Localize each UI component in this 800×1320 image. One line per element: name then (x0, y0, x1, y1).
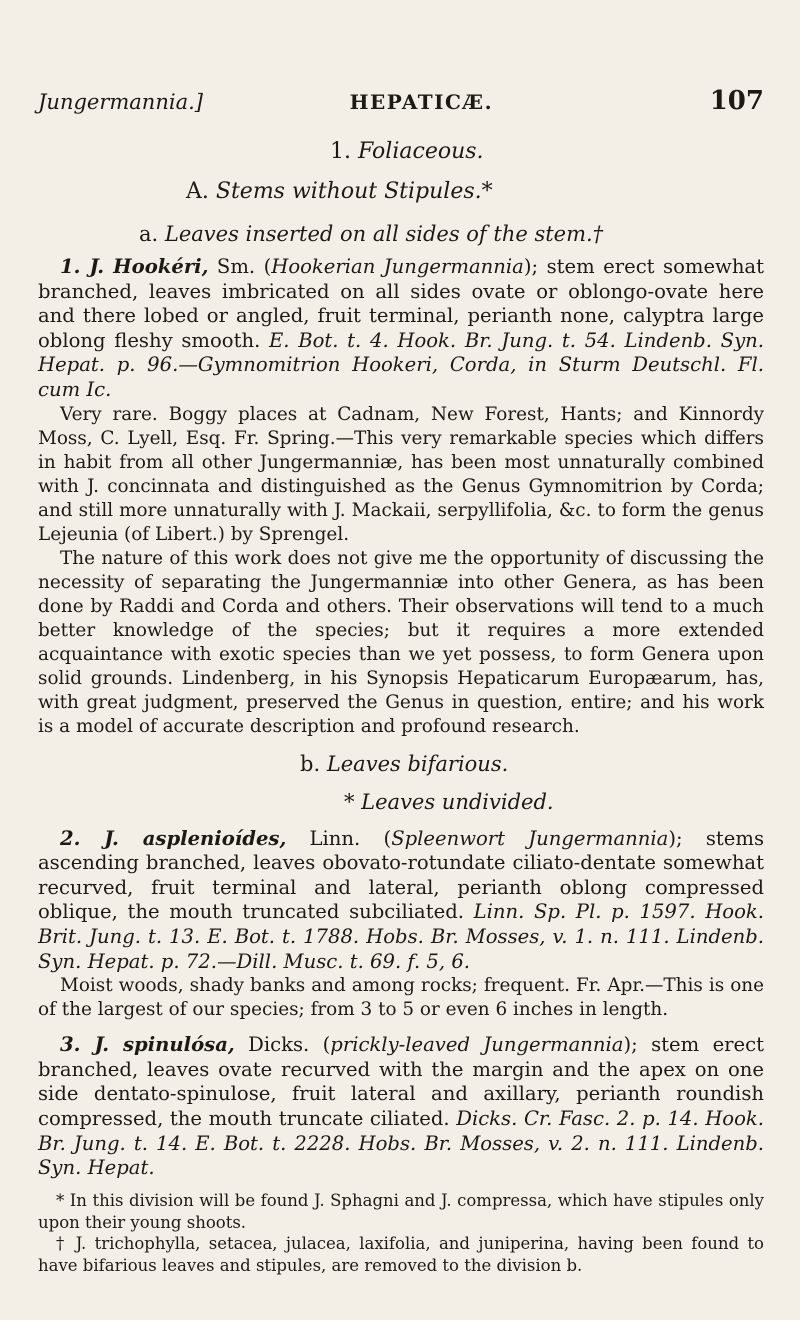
species-authority: Linn. ( (286, 826, 392, 850)
heading-num: a. (139, 222, 159, 246)
paragraph-habitat-asplenioides: Moist woods, shady banks and among rocks; frequent. Fr. Apr.—This is one of the largest of our species; from 3 to 5 or even 6 inches in length. (38, 975, 764, 1021)
species-authority: Dicks. ( (234, 1033, 331, 1057)
page-number: 107 (709, 86, 764, 116)
heading-num: A. (186, 179, 209, 204)
species-references: E. Bot. t. 4. Hook. Br. Jung. t. 54. Lindenb. Syn. Hepat. p. 96.—Gymnomitrion Hookeri, Corda, in Sturm Deutschl. Fl. cum Ic. (38, 328, 764, 401)
species-entry-spinulosa (38, 1033, 764, 1181)
species-description: ); stems ascending branched, leaves obovato-rotundate ciliato-dentate somewhat recurved, fruit terminal and lateral, perianth oblong compressed oblique, the mouth truncated subciliated. (38, 826, 765, 924)
heading-text: Leaves inserted on all sides of the stem.† (164, 222, 604, 246)
heading-foliaceous (38, 137, 764, 167)
heading-num: b. (300, 751, 321, 776)
heading-leaves-all-sides (38, 219, 764, 249)
species-references: Linn. Sp. Pl. p. 1597. Hook. Brit. Jung. t. 13. E. Bot. t. 1788. Hobs. Br. Mosses, v. 1. n. 111. Lindenb. Syn. Hepat. p. 72.—Dill. Musc. t. 69. f. 5, 6. (38, 900, 764, 973)
page-body (38, 137, 764, 1181)
species-common-name: Spleenwort Jungermannia (391, 826, 669, 850)
heading-stems-without-stipules (38, 177, 764, 207)
footnote-stipules: * In this division will be found J. Sphagni and J. compressa, which have stipules only upon their young shoots. (38, 1191, 764, 1232)
footnote-bifarious: † J. trichophylla, setacea, julacea, laxifolia, and juniperina, having been found to have bifarious leaves and stipules, are removed to the division b. (38, 1234, 764, 1275)
species-entry-asplenioides (38, 827, 764, 975)
heading-num: 1. (330, 139, 351, 164)
heading-text: Stems without Stipules.* (215, 179, 493, 204)
heading-leaves-bifarious (38, 749, 764, 779)
species-name: 2. J. asplenioídes, (60, 826, 287, 850)
species-entry-hookeri (38, 255, 764, 403)
species-authority: Sm. ( (208, 255, 272, 278)
header-genus: Jungermannia.] (38, 90, 203, 114)
paragraph-genera-discussion: The nature of this work does not give me the opportunity of discussing the necessity of separating the Jungermanniæ into other Genera, as has been done by Raddi and Corda and others. Their observations will tend to a much better knowledge of the species; but it requires a more extended acquaintance with exotic species than we yet possess, to form Genera upon solid grounds. Lindenberg, in his Synopsis Hepaticarum Europæarum, has, with great judgment, preserved the Genus in question, entire; and his work is a model of accurate description and profound research. (38, 547, 764, 737)
species-name: 3. J. spinulósa, (60, 1033, 235, 1057)
heading-leaves-undivided: * Leaves undivided. (344, 789, 554, 814)
heading-text: Leaves bifarious. (326, 751, 509, 776)
species-common-name: prickly-leaved Jungermannia (330, 1033, 624, 1057)
footnotes (38, 1190, 764, 1276)
species-common-name: Hookerian Jungermannia (271, 255, 524, 278)
running-header (38, 86, 764, 116)
heading-text: Foliaceous. (358, 139, 484, 164)
species-description: ); stem erect somewhat branched, leaves imbricated on all sides ovate or oblongo-ovate here and there lobed or angled, fruit terminal, perianth none, calyptra large oblong fleshy smooth. (38, 255, 764, 352)
species-references: Dicks. Cr. Fasc. 2. p. 14. Hook. Br. Jung. t. 14. E. Bot. t. 2228. Hobs. Br. Mosses, v. 2. n. 111. Lindenb. Syn. Hepat. (38, 1106, 764, 1180)
species-name: 1. J. Hookéri, (60, 255, 209, 278)
paragraph-habitat-hookeri: Very rare. Boggy places at Cadnam, New Forest, Hants; and Kinnordy Moss, C. Lyell, Esq. Fr. Spring.—This very remarkable species which differs in habit from all other Jungermanniæ, has been most unnaturally combined with J. concinnata and distinguished as the Genus Gymnomitrion by Corda; and still more unnaturally with J. Mackaii, serpyllifolia, &c. to form the genus Lejeunia (of Libert.) by Sprengel. (38, 403, 764, 545)
header-title: HEPATICÆ. (349, 90, 494, 114)
species-description: ); stem erect branched, leaves ovate recurved with the margin and the apex on one side dentato-spinulose, fruit lateral and axillary, perianth roundish compressed, the mouth truncate ciliated. (38, 1033, 764, 1130)
